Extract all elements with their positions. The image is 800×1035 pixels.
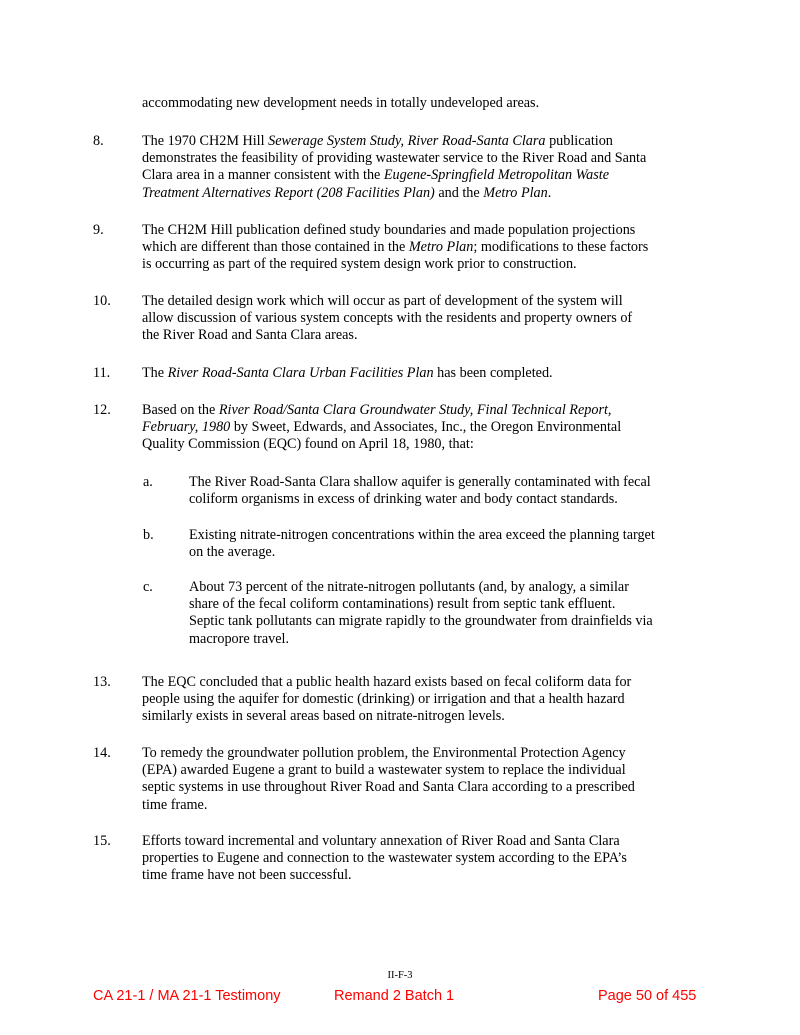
text-line: people using the aquifer for domestic (drinking) or irrigation and that a health hazard (142, 691, 625, 708)
item-number: 8. (93, 133, 104, 149)
text-line: Clara area in a manner consistent with the Eugene-Springfield Metropolitan Waste (142, 167, 610, 184)
footer-right: Page 50 of 455 (598, 988, 697, 1004)
text-line: February, 1980 by Sweet, Edwards, and Associates, Inc., the Oregon Environmental (142, 419, 622, 436)
item-body (142, 365, 553, 382)
italic-title: River Road/Santa Clara Groundwater Study, Final Technical Report, (218, 402, 612, 418)
page-number: II-F-3 (387, 970, 413, 981)
text-line: macropore travel. (189, 630, 290, 647)
text-line: properties to Eugene and connection to the wastewater system according to the EPA’s (142, 850, 627, 867)
italic-title: Treatment Alternatives Report (208 Facilities Plan) (142, 184, 435, 201)
text-line: Treatment Alternatives Report (208 Facilities Plan) and the Metro Plan. (142, 184, 552, 201)
item-number: 13. (93, 674, 111, 690)
item-number: 9. (93, 222, 104, 238)
text-line: the River Road and Santa Clara areas. (142, 327, 358, 344)
text-line: The River Road-Santa Clara shallow aquifer is generally contaminated with fecal (189, 474, 651, 490)
text-line: About 73 percent of the nitrate-nitrogen pollutants (and, by analogy, a similar (189, 579, 629, 595)
item-number: b. (143, 527, 154, 543)
item-number: 12. (93, 402, 111, 418)
item-body (142, 222, 648, 274)
item-body (142, 402, 621, 454)
footer-center: Remand 2 Batch 1 (334, 988, 455, 1004)
text-line: The EQC concluded that a public health hazard exists based on fecal coliform data for (142, 674, 632, 690)
text-line: coliform organisms in excess of drinking water and body contact standards. (189, 491, 618, 508)
italic-title: Metro Plan (408, 239, 474, 256)
italic-title: Metro Plan (483, 184, 548, 201)
text-line: accommodating new development needs in totally undeveloped areas. (142, 95, 540, 111)
text-line: on the average. (189, 544, 276, 561)
item-body (189, 474, 651, 508)
item-body (189, 527, 655, 561)
text-line: is occurring as part of the required system design work prior to construction. (142, 256, 577, 273)
italic-title: Eugene-Springfield Metropolitan Waste (383, 167, 610, 184)
text-line: Quality Commission (EQC) found on April 18, 1980, that: (142, 436, 474, 453)
item-body (142, 293, 632, 345)
text-line: septic systems in use throughout River Road and Santa Clara according to a prescribed (142, 779, 635, 796)
footer-left: CA 21-1 / MA 21-1 Testimony (93, 988, 281, 1004)
text-line: Based on the River Road/Santa Clara Groundwater Study, Final Technical Report, (142, 402, 612, 418)
intro-body (142, 95, 539, 112)
text-line: allow discussion of various system concepts with the residents and property owners of (142, 310, 633, 327)
text-line: similarly exists in several areas based on nitrate-nitrogen levels. (142, 708, 505, 725)
italic-title: February, 1980 (142, 419, 231, 436)
text-line: time frame. (142, 796, 208, 813)
text-line: which are different than those contained in the Metro Plan; modifications to these factors (142, 239, 649, 256)
item-number: 14. (93, 745, 111, 761)
item-number: 15. (93, 833, 111, 849)
text-line: Existing nitrate-nitrogen concentrations within the area exceed the planning target (189, 527, 655, 543)
item-body (142, 745, 635, 814)
text-line: (EPA) awarded Eugene a grant to build a wastewater system to replace the individual (142, 762, 626, 779)
item-body (142, 133, 646, 202)
text-line: Septic tank pollutants can migrate rapidly to the groundwater from drainfields via (189, 613, 653, 630)
text-line: The 1970 CH2M Hill Sewerage System Study, River Road-Santa Clara publication (142, 133, 613, 149)
text-line: demonstrates the feasibility of providing wastewater service to the River Road and Santa (142, 150, 647, 167)
text-line: The River Road-Santa Clara Urban Facilities Plan has been completed. (142, 365, 553, 381)
item-number: 10. (93, 293, 111, 309)
item-body (142, 674, 631, 726)
item-number: c. (143, 579, 153, 595)
item-number: a. (143, 474, 153, 490)
text-line: time frame have not been successful. (142, 867, 352, 884)
italic-title: Sewerage System Study, River Road-Santa Clara (268, 133, 546, 149)
text-line: share of the fecal coliform contaminations) result from septic tank effluent. (189, 596, 616, 613)
text-line: To remedy the groundwater pollution problem, the Environmental Protection Agency (142, 745, 626, 761)
item-body (142, 833, 627, 885)
text-line: The detailed design work which will occur as part of development of the system will (142, 293, 623, 309)
item-body (189, 579, 653, 648)
italic-title: River Road-Santa Clara Urban Facilities Plan (167, 365, 434, 381)
text-line: The CH2M Hill publication defined study boundaries and made population projections (142, 222, 636, 238)
text-line: Efforts toward incremental and voluntary annexation of River Road and Santa Clara (142, 833, 620, 849)
item-number: 11. (93, 365, 111, 381)
